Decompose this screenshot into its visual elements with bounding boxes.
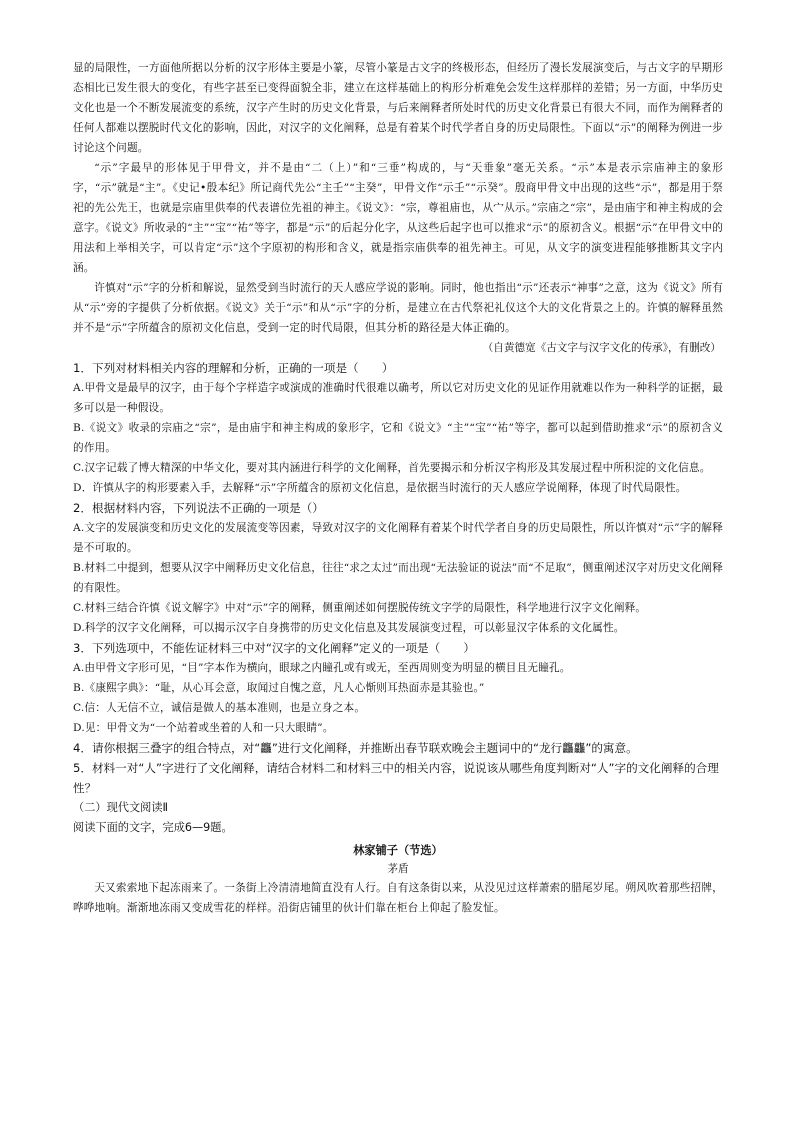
section-instruction: 阅读下面的文字，完成6—9题。 [73,821,233,834]
article-title: 林家铺子（节选） [353,843,443,857]
question-3 [73,638,723,738]
option-a: A.由甲骨文字形可见，“目”字本作为横向，眼球之内瞳孔或有或无，至西周则变为明显的横目且无瞳孔。 [73,662,571,674]
option-b: B.材料二中提到，想要从汉字中阐释历史文化信息，往往“求之太过”而出现“无法验证的说法”而“不足取”，侧重阐述汉字对历史文化阐释的有限性。 [73,562,723,594]
article-paragraph: 天又索索地下起冻雨来了。一条街上冷清清地简直没有人行。自有这条街以来，从没见过这样萧索的腊尾岁尾。朔风吹着那些招牌，哗哗地响。渐渐地冻雨又变成雪花的样样。沿街店铺里的伙计们靠在柜台上仰起了脸发怔。 [73,882,723,914]
option-c: C.汉字记载了博大精深的中华文化，要对其内涵进行科学的文化阐释，首先要揭示和分析汉字构形及其发展过程中所积淀的文化信息。 [73,462,711,474]
question-1 [73,358,723,498]
question-5: 5．材料一对“人”字进行了文化阐释，请结合材料二和材料三中的相关内容，说说该从哪些角度判断对“人”字的文化阐释的合理性？ [73,761,719,795]
option-c: C.材料三结合许慎《说文解字》中对“示”字的阐释，侧重阐述如何摆脱传统文字学的局限性，科学地进行汉字文化阐释。 [73,602,647,614]
option-b: B.《康熙字典》：“耻，从心耳会意，取闻过自愧之意，凡人心惭则耳热面赤是其验也。” [73,682,485,694]
question-stem: 3．下列选项中，不能佐证材料三中对“汉字的文化阐释”定义的一项是（ ） [73,641,475,655]
passage-paragraph-3: 许慎对“示”字的分析和解说，显然受到当时流行的天人感应学说的影响。同时，他也指出“示”还表示“神事”之意，这为《说文》所有从“示”旁的字提供了分析依据。《说文》关于“示”和从“示”字的分析，是建立在古代祭祀礼仪这个大的文化背景之上的。许慎的解释虽然并不是“示”字所蕴含的原初文化信息，受到一定的时代局限，但其分析的路径是大体正确的。 [73,282,723,334]
passage-paragraph-2: “示”字最早的形体见于甲骨文，并不是由“二（上）”和“三垂”构成的，与“天垂象”毫无关系。“示”本是表示宗庙神主的象形字，“示”就是“主”。《史记•殷本纪》所记商代先公“主壬”“主癸”，甲骨文作“示壬”“示癸”。殷商甲骨文中出现的这些“示”，都是用于祭祀的先公先王，也就是宗庙里供奉的代表谱位先祖的神主。《说文》：“宗，尊祖庙也，从宀从示。”宗庙之“宗”，是由庙宇和神主构成的会意字。《说文》所收录的“主”“宝”“祐”等字，都是“示”的后起分化字，从这些后起字也可以推求“示”的原初含义。根据“示”在甲骨文中的用法和上举相关字，可以肯定“示”这个字原初的构形和含义，就是指宗庙供奉的祖先神主。可见，从文字的演变进程能够推断其文字内涵。 [73,162,723,274]
option-c: C.信：人无信不立，诚信是做人的基本准则，也是立身之本。 [73,702,366,714]
question-2 [73,498,723,638]
question-4: 4．请你根据三叠字的组合特点，对“龘”进行文化阐释，并推断出春节联欢晚会主题词中的“龙行龘龘”的寓意。 [73,741,638,755]
question-stem: 1．下列对材料相关内容的理解和分析，正确的一项是（ ） [73,361,394,375]
option-a: A.文字的发展演变和历史文化的发展流变等因素，导致对汉字的文化阐释有着某个时代学者自身的历史局限性，所以许慎对“示”字的解释是不可取的。 [73,522,723,554]
passage-paragraph-1: 显的局限性，一方面他所据以分析的汉字形体主要是小篆，尽管小篆是古文字的终极形态，但经历了漫长发展演变后，与古文字的早期形态相比已发生很大的变化，有些字甚至已变得面貌全非，建立在这样基础上的构形分析难免会发生这样那样的差错；另一方面，中华历史文化也是一个不断发展流变的系统，汉字产生时的历史文化背景，与后来阐释者所处时代的历史文化背景已有很大不同，而作为阐释者的任何人都难以摆脱时代文化的影响，因此，对汉字的文化阐释，总是有着某个时代学者自身的历史局限性。下面以“示”的阐释为例进一步讨论这个问题。 [73,62,723,154]
section-heading: （二）现代文阅读Ⅱ [73,801,169,814]
option-b: B.《说文》收录的宗庙之“宗”，是由庙宇和神主构成的象形字，它和《说文》“主”“宝”“祐”等字，都可以起到借助推求“示”的原初含义的作用。 [73,422,723,454]
article-author: 茅盾 [387,863,409,875]
option-d: D.科学的汉字文化阐释，可以揭示汉字自身携带的历史文化信息及其发展演变过程，可以彰显汉字体系的文化属性。 [73,622,625,634]
question-stem: 2．根据材料内容，下列说法不正确的一项是（） [73,501,324,515]
passage-source: （自黄德宽《古文字与汉字文化的传承》，有删改） [482,342,721,354]
option-d: D.见：甲骨文为“一个站着或坐着的人和一只大眼睛”。 [73,722,334,734]
option-a: A.甲骨文是最早的汉字，由于每个字样造字或演成的准确时代很难以确考，所以它对历史文化的见证作用就难以作为一种科学的证据，最多可以是一种假设。 [73,382,723,414]
document-page [73,58,723,918]
option-d: D．许慎从字的构形要素入手，去解释“示”字所蕴含的原初文化信息，是依据当时流行的天人感应学说阐释，体现了时代局限性。 [73,482,687,494]
